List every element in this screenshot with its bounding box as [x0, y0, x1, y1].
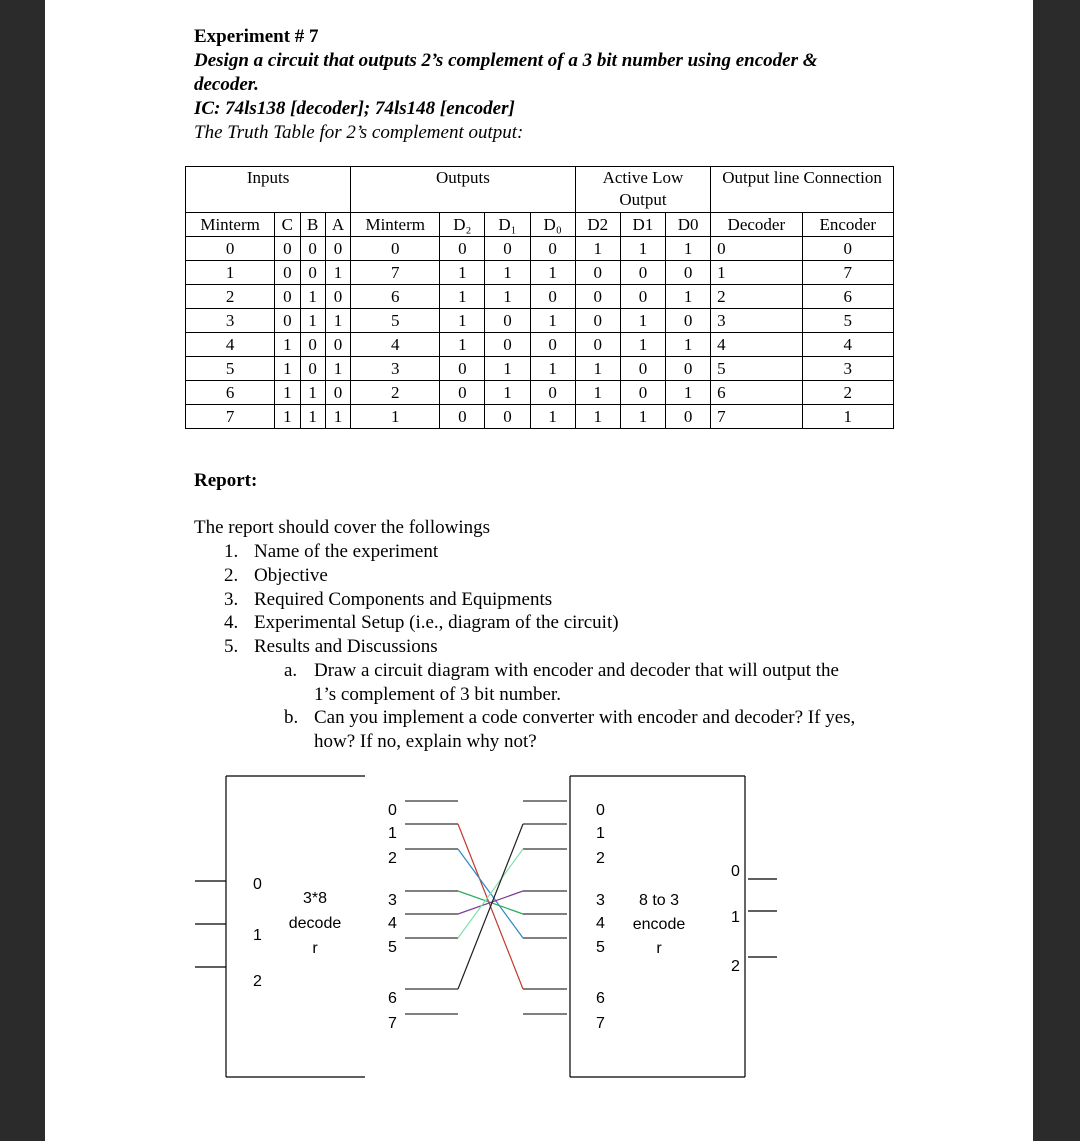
table-cell: 1 [325, 405, 350, 429]
table-cell: 0 [325, 285, 350, 309]
decoder-output-label: 7 [388, 1015, 397, 1032]
report-sub-a-line2: 1’s complement of 3 bit number. [314, 684, 561, 705]
table-cell: 7 [351, 261, 440, 285]
col-al-d0: D0 [666, 213, 711, 237]
table-cell: 1 [275, 381, 300, 405]
encoder-input-label: 1 [596, 825, 605, 842]
table-cell: 1 [530, 309, 575, 333]
col-a: A [325, 213, 350, 237]
table-cell: 2 [711, 285, 802, 309]
table-cell: 1 [275, 405, 300, 429]
table-cell: 5 [802, 309, 893, 333]
encoder-label: 8 to 3 [638, 892, 680, 909]
table-cell: 1 [530, 261, 575, 285]
table-cell: 0 [530, 237, 575, 261]
table-cell: 1 [666, 285, 711, 309]
design-task-line2: decoder. [194, 74, 259, 95]
table-cell: 0 [530, 285, 575, 309]
table-cell: 0 [530, 381, 575, 405]
table-cell: 0 [300, 333, 325, 357]
report-item-text: Results and Discussions [254, 636, 438, 657]
encoder-output-label: 1 [731, 909, 740, 926]
table-cell: 0 [440, 405, 485, 429]
col-decoder: Decoder [711, 213, 802, 237]
table-cell: 1 [325, 309, 350, 333]
table-cell: 0 [440, 237, 485, 261]
table-cell: 7 [711, 405, 802, 429]
table-cell: 0 [440, 381, 485, 405]
report-intro: The report should cover the followings [194, 517, 491, 538]
table-cell: 1 [620, 405, 665, 429]
table-cell: 0 [620, 357, 665, 381]
report-item: 2. [224, 565, 239, 586]
table-cell: 4 [802, 333, 893, 357]
table-cell: 1 [620, 309, 665, 333]
decoder-label: r [312, 940, 318, 957]
decoder-output-label: 6 [388, 990, 397, 1007]
col-al-d1: D1 [620, 213, 665, 237]
table-cell: 0 [666, 405, 711, 429]
table-cell: 3 [802, 357, 893, 381]
table-cell: 0 [575, 261, 620, 285]
wire-group [458, 824, 523, 989]
decoder-output-label: 0 [388, 802, 397, 819]
table-cell: 1 [485, 381, 530, 405]
table-cell: 1 [620, 237, 665, 261]
table-cell: 0 [186, 237, 275, 261]
encoder-input-label: 4 [596, 915, 605, 932]
col-d1: D₁ [485, 213, 530, 237]
report-title: Report: [194, 470, 258, 491]
col-al-d2: D2 [575, 213, 620, 237]
experiment-title: Experiment # 7 [194, 26, 319, 47]
table-cell: 4 [711, 333, 802, 357]
table-cell: 0 [485, 309, 530, 333]
table-cell: 1 [666, 237, 711, 261]
table-cell: 1 [325, 357, 350, 381]
table-cell: 0 [620, 261, 665, 285]
table-cell: 0 [300, 261, 325, 285]
decoder-label: 3*8 [302, 890, 328, 907]
decoder-output-label: 4 [388, 915, 397, 932]
table-cell: 7 [802, 261, 893, 285]
table-cell: 0 [711, 237, 802, 261]
report-item-text: Required Components and Equipments [254, 589, 553, 610]
table-cell: 4 [351, 333, 440, 357]
table-cell: 6 [351, 285, 440, 309]
table-cell: 6 [711, 381, 802, 405]
table-cell: 1 [325, 261, 350, 285]
table-cell: 1 [575, 405, 620, 429]
report-item: 4. [224, 612, 239, 633]
table-cell: 0 [575, 333, 620, 357]
table-cell: 1 [440, 333, 485, 357]
group-output-line: Output line Connection [711, 167, 894, 213]
table-cell: 7 [186, 405, 275, 429]
table-cell: 0 [485, 237, 530, 261]
table-cell: 6 [802, 285, 893, 309]
report-item-text: Objective [254, 565, 328, 586]
table-cell: 0 [620, 381, 665, 405]
table-cell: 2 [186, 285, 275, 309]
decoder-input-label: 1 [253, 927, 262, 944]
decoder-input-label: 2 [253, 973, 262, 990]
table-caption: The Truth Table for 2’s complement output: [194, 122, 524, 143]
table-cell: 1 [530, 357, 575, 381]
table-cell: 6 [186, 381, 275, 405]
circuit-diagram [45, 0, 1033, 1141]
table-cell: 1 [186, 261, 275, 285]
table-cell: 1 [300, 309, 325, 333]
pin-group [388, 801, 605, 1032]
decoder-output-label: 2 [388, 850, 397, 867]
table-cell: 1 [440, 261, 485, 285]
table-cell: 1 [351, 405, 440, 429]
table-cell: 5 [186, 357, 275, 381]
table-cell: 0 [325, 381, 350, 405]
report-item: 1. [224, 541, 239, 562]
table-cell: 1 [620, 333, 665, 357]
col-b: B [300, 213, 325, 237]
encoder-output-label: 2 [731, 958, 740, 975]
table-cell: 0 [275, 285, 300, 309]
group-inputs: Inputs [186, 167, 351, 213]
table-cell: 2 [351, 381, 440, 405]
table-cell: 1 [275, 357, 300, 381]
table-cell: 0 [485, 333, 530, 357]
col-minterm-in: Minterm [186, 213, 275, 237]
col-d2: D₂ [440, 213, 485, 237]
table-cell: 0 [325, 237, 350, 261]
table-cell: 3 [186, 309, 275, 333]
report-sub-b-line1: Can you implement a code converter with encoder and decoder? If yes, [314, 707, 856, 728]
ic-line: IC: 74ls138 [decoder]; 74ls148 [encoder] [194, 98, 515, 119]
col-c: C [275, 213, 300, 237]
table-cell: 0 [275, 261, 300, 285]
table-cell: 1 [666, 381, 711, 405]
table-cell: 0 [666, 309, 711, 333]
col-minterm-out: Minterm [351, 213, 440, 237]
report-item-text: Experimental Setup (i.e., diagram of the circuit) [254, 612, 619, 633]
table-cell: 5 [711, 357, 802, 381]
table-cell: 1 [485, 357, 530, 381]
table-cell: 1 [802, 405, 893, 429]
table-cell: 0 [485, 405, 530, 429]
encoder-input-label: 5 [596, 939, 605, 956]
table-cell: 1 [666, 333, 711, 357]
table-cell: 1 [485, 261, 530, 285]
decoder-output-label: 3 [388, 892, 397, 909]
table-cell: 1 [440, 309, 485, 333]
encoder-input-label: 2 [596, 850, 605, 867]
report-item: 3. [224, 589, 239, 610]
report-subitem: b. [284, 707, 299, 728]
table-cell: 0 [666, 357, 711, 381]
table-cell: 1 [300, 285, 325, 309]
table-cell: 1 [300, 381, 325, 405]
table-cell: 0 [275, 237, 300, 261]
encoder-input-label: 3 [596, 892, 605, 909]
encoder-output-label: 0 [731, 863, 740, 880]
table-cell: 3 [711, 309, 802, 333]
decoder-output-label: 1 [388, 825, 397, 842]
table-cell: 0 [802, 237, 893, 261]
group-outputs: Outputs [351, 167, 576, 213]
encoder-input-label: 0 [596, 802, 605, 819]
table-cell: 4 [186, 333, 275, 357]
group-active-low: Active Low Output [575, 167, 710, 213]
table-cell: 0 [325, 333, 350, 357]
report-sub-b-line2: how? If no, explain why not? [314, 731, 537, 752]
table-cell: 2 [802, 381, 893, 405]
table-cell: 0 [300, 357, 325, 381]
report-sub-a-line1: Draw a circuit diagram with encoder and decoder that will output the [314, 660, 839, 681]
report-item: 5. [224, 636, 239, 657]
table-cell: 0 [300, 237, 325, 261]
table-cell: 3 [351, 357, 440, 381]
table-cell: 1 [575, 381, 620, 405]
col-encoder: Encoder [802, 213, 893, 237]
table-cell: 0 [440, 357, 485, 381]
design-task-line1: Design a circuit that outputs 2’s complement of a 3 bit number using encoder & [194, 50, 818, 71]
table-cell: 5 [351, 309, 440, 333]
table-cell: 0 [351, 237, 440, 261]
report-item-text: Name of the experiment [254, 541, 439, 562]
report-subitem: a. [284, 660, 298, 681]
document-page [45, 0, 1033, 1141]
table-cell: 0 [530, 333, 575, 357]
table-cell: 1 [485, 285, 530, 309]
table-cell: 1 [575, 357, 620, 381]
table-cell: 1 [300, 405, 325, 429]
table-cell: 0 [275, 309, 300, 333]
encoder-input-label: 6 [596, 990, 605, 1007]
decoder-input-label: 0 [253, 876, 262, 893]
table-cell: 0 [666, 261, 711, 285]
table-cell: 0 [575, 285, 620, 309]
encoder-label: encode [632, 916, 686, 933]
table-cell: 1 [530, 405, 575, 429]
table-cell: 0 [620, 285, 665, 309]
table-cell: 0 [575, 309, 620, 333]
encoder-input-label: 7 [596, 1015, 605, 1032]
table-cell: 1 [440, 285, 485, 309]
decoder-output-label: 5 [388, 939, 397, 956]
table-cell: 1 [575, 237, 620, 261]
table-cell: 1 [711, 261, 802, 285]
encoder-label: r [656, 940, 662, 957]
table-cell: 1 [275, 333, 300, 357]
decoder-label: decode [288, 915, 342, 932]
col-d0: D₀ [530, 213, 575, 237]
